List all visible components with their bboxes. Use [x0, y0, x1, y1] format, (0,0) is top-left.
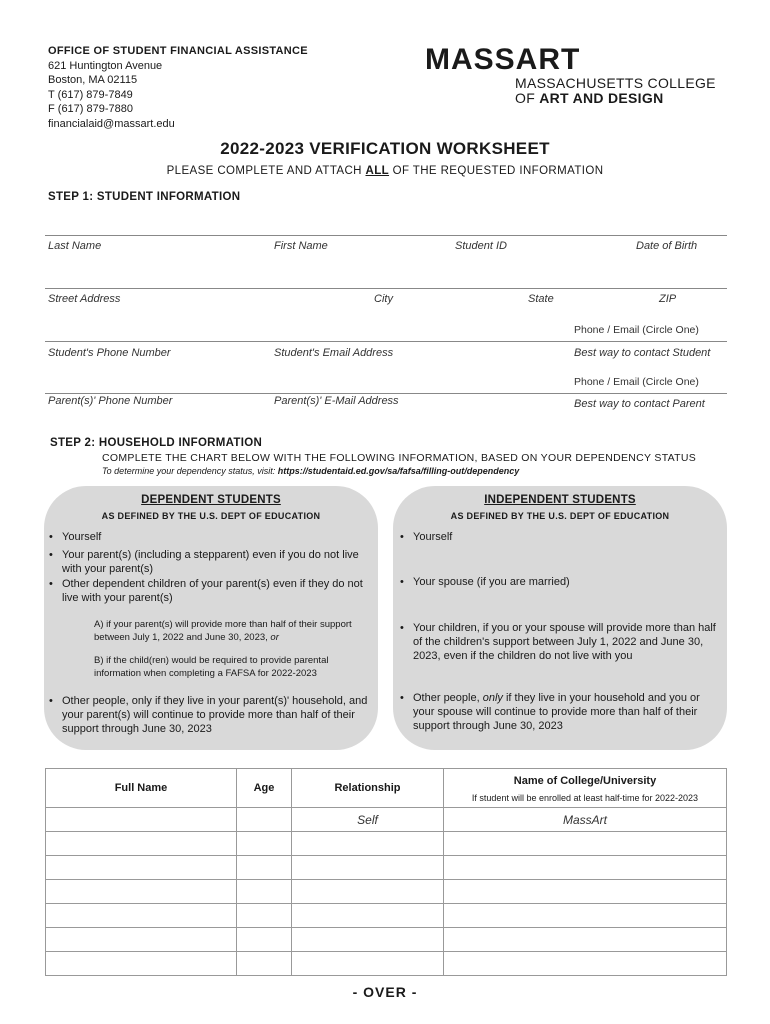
dependent-bullet-children: • Other dependent children of your parent(s) even if they do not live with your parent(s) — [49, 578, 363, 604]
student-phone-label: Student's Phone Number — [48, 347, 171, 359]
student-id-label: Student ID — [455, 240, 507, 252]
cell-input[interactable] — [237, 880, 292, 904]
cell-input[interactable] — [46, 880, 237, 904]
first-name-label: First Name — [274, 240, 328, 252]
cell-input[interactable] — [444, 928, 727, 952]
divider — [45, 393, 727, 394]
dependent-heading: DEPENDENT STUDENTS — [141, 494, 281, 506]
independent-panel — [393, 486, 727, 750]
independent-subheading: AS DEFINED BY THE U.S. DEPT OF EDUCATION — [450, 511, 670, 521]
cell-input[interactable] — [292, 832, 444, 856]
cell-input[interactable] — [237, 832, 292, 856]
cell-input[interactable] — [444, 904, 727, 928]
parent-email-label: Parent(s)' E-Mail Address — [274, 395, 399, 407]
cell-college-massart: MassArt — [444, 808, 727, 832]
office-address-line1: 621 Huntington Avenue — [48, 59, 163, 72]
logo-line1: MASSACHUSETTS COLLEGE — [515, 75, 716, 91]
table-row — [46, 928, 727, 952]
cell-input[interactable] — [444, 832, 727, 856]
cell-input[interactable] — [292, 952, 444, 976]
office-fax: F (617) 879-7880 — [48, 103, 133, 115]
independent-bullet-children: • Your children, if you or your spouse will provide more than half of the children's support between July 1, 2022 and June 30, 2023, even if the children do not live with you — [400, 622, 716, 662]
office-phone: T (617) 879-7849 — [48, 88, 133, 101]
office-name: OFFICE OF STUDENT FINANCIAL ASSISTANCE — [48, 45, 308, 57]
cell-input[interactable] — [444, 880, 727, 904]
divider — [45, 235, 727, 236]
dependent-condition-b: B) if the child(ren) would be required to provide parental information when completing a FAFSA for 2022-2023 — [94, 655, 329, 679]
col-relationship: Relationship — [292, 769, 444, 808]
state-label: State — [528, 293, 554, 305]
dependency-link[interactable]: https://studentaid.ed.gov/sa/fafsa/filling-out/dependency — [277, 466, 520, 476]
city-label: City — [374, 293, 393, 305]
independent-bullet-others: • Other people, only if they live in your household and you or your spouse will continue to provide more than half of their support through June 30, 2023 — [400, 692, 700, 732]
dependent-bullet-parents: • Your parent(s) (including a stepparent) even if you do not live with your parent(s) — [49, 549, 359, 575]
cell-input[interactable] — [237, 904, 292, 928]
dependency-hint: To determine your dependency status, visit: https://studentaid.ed.gov/sa/fafsa/filling-out/dependency — [102, 466, 520, 476]
parent-phone-label: Parent(s)' Phone Number — [48, 395, 173, 407]
cell-input[interactable] — [237, 928, 292, 952]
student-contact-circle[interactable]: Phone / Email (Circle One) — [574, 324, 699, 336]
street-address-label: Street Address — [48, 293, 121, 305]
dependent-panel — [44, 486, 378, 750]
cell-input[interactable] — [292, 856, 444, 880]
cell-input[interactable] — [444, 952, 727, 976]
independent-bullet-spouse: • Your spouse (if you are married) — [400, 576, 570, 588]
cell-input[interactable] — [46, 856, 237, 880]
over-footer: - OVER - — [352, 984, 418, 1000]
step2-heading: STEP 2: HOUSEHOLD INFORMATION — [50, 437, 263, 449]
col-age: Age — [237, 769, 292, 808]
cell-input[interactable] — [46, 808, 237, 832]
step2-instruction: COMPLETE THE CHART BELOW WITH THE FOLLOWING INFORMATION, BASED ON YOUR DEPENDENCY STATUS — [102, 452, 697, 464]
table-row — [46, 856, 727, 880]
dependent-bullet-yourself: • Yourself — [49, 531, 102, 543]
massart-logo — [425, 44, 725, 106]
dependent-subheading: AS DEFINED BY THE U.S. DEPT OF EDUCATION — [101, 511, 321, 521]
cell-relationship-self: Self — [292, 808, 444, 832]
table-header-row — [46, 769, 727, 808]
last-name-label: Last Name — [48, 240, 102, 252]
divider — [45, 288, 727, 289]
cell-input[interactable] — [46, 904, 237, 928]
cell-input[interactable] — [237, 808, 292, 832]
table-row — [46, 904, 727, 928]
dependent-condition-a: A) if your parent(s) will provide more than half of their support between July 1, 2022 and June 30, 2023, or — [94, 619, 352, 643]
page-title: 2022-2023 VERIFICATION WORKSHEET — [220, 139, 550, 158]
step1-heading: STEP 1: STUDENT INFORMATION — [48, 191, 241, 203]
cell-input[interactable] — [46, 952, 237, 976]
table-row — [46, 880, 727, 904]
cell-input[interactable] — [46, 832, 237, 856]
logo-line2: OF ART AND DESIGN — [515, 90, 664, 106]
parent-contact-circle[interactable]: Phone / Email (Circle One) — [574, 376, 699, 388]
col-college: Name of College/University If student will be enrolled at least half-time for 2022-2023 — [444, 769, 727, 808]
row1-input-area[interactable] — [45, 252, 727, 286]
page-subtitle: PLEASE COMPLETE AND ATTACH ALL OF THE REQUESTED INFORMATION — [166, 165, 604, 177]
cell-input[interactable] — [292, 904, 444, 928]
office-email: financialaid@massart.edu — [48, 117, 175, 130]
office-address-line2: Boston, MA 02115 — [48, 74, 138, 86]
independent-bullet-yourself: • Yourself — [400, 531, 453, 543]
best-contact-student-label: Best way to contact Student — [574, 347, 711, 359]
logo-wordmark: MASSART — [425, 43, 581, 76]
household-table — [45, 768, 727, 976]
table-row — [46, 808, 727, 832]
table-row — [46, 832, 727, 856]
cell-input[interactable] — [46, 928, 237, 952]
independent-heading: INDEPENDENT STUDENTS — [484, 494, 636, 506]
cell-input[interactable] — [444, 856, 727, 880]
table-row — [46, 952, 727, 976]
cell-input[interactable] — [237, 856, 292, 880]
zip-label: ZIP — [659, 293, 677, 305]
dependent-bullet-others: • Other people, only if they live in your parent(s)' household, and your parent(s) will continue to provide more than half of their support through June 30, 2023 — [49, 695, 368, 735]
dob-label: Date of Birth — [636, 240, 698, 252]
student-email-label: Student's Email Address — [274, 347, 394, 359]
cell-input[interactable] — [292, 880, 444, 904]
best-contact-parent-label: Best way to contact Parent — [574, 398, 705, 410]
cell-input[interactable] — [292, 928, 444, 952]
office-contact-block — [48, 44, 308, 131]
cell-input[interactable] — [237, 952, 292, 976]
divider — [45, 341, 727, 342]
col-full-name: Full Name — [46, 769, 237, 808]
